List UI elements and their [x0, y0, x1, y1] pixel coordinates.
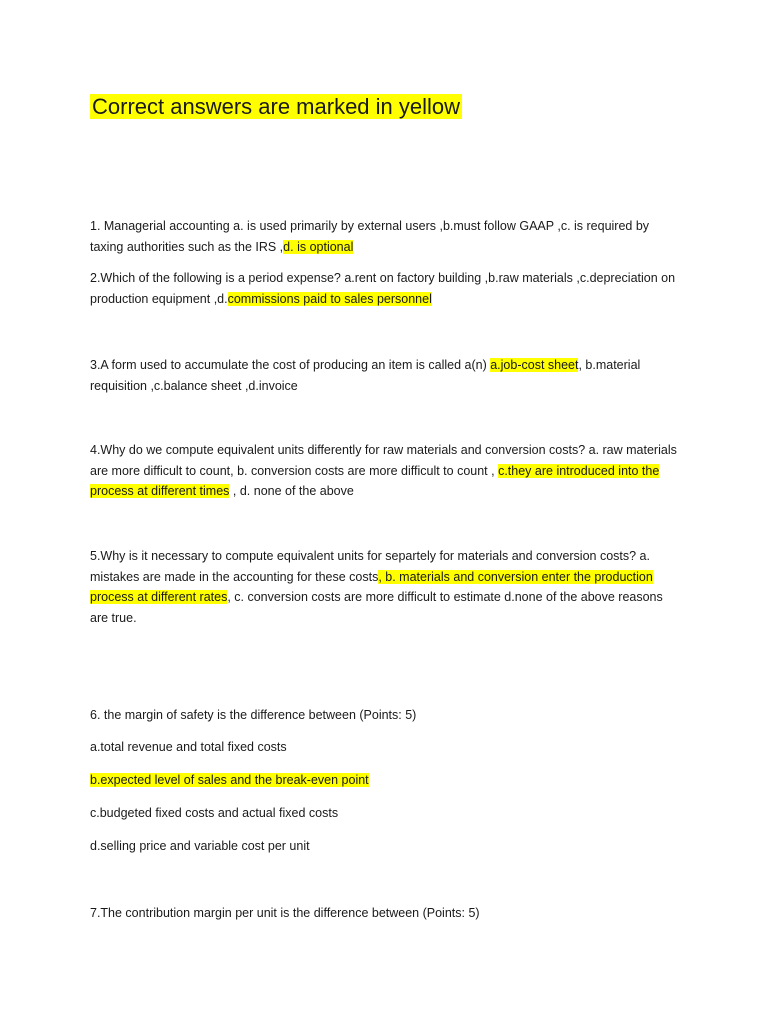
question-3-text: 3.A form used to accumulate the cost of producing an item is called a(n) — [90, 358, 491, 372]
question-6 — [90, 705, 680, 726]
question-7 — [90, 903, 680, 924]
question-6-option-c — [90, 803, 680, 824]
question-2-text: 2.Which of the following is a period expense? a.rent on factory building ,b.raw materials ,c.depreciation on production equipment ,d. — [90, 271, 676, 306]
question-1-answer: d. is optional — [283, 239, 354, 254]
question-6-option-d — [90, 836, 680, 857]
question-5 — [90, 546, 680, 628]
option-a-text: a.total revenue and total fixed costs — [90, 740, 287, 754]
question-5-answer: , b. materials and conversion enter the production process at different rates — [90, 569, 653, 604]
page-title — [90, 92, 462, 122]
question-6-option-b — [90, 770, 680, 791]
question-2 — [90, 268, 680, 309]
option-d-text: d.selling price and variable cost per unit — [90, 839, 310, 853]
question-6-text: 6. the margin of safety is the difference between (Points: 5) — [90, 708, 417, 722]
question-6-option-a — [90, 737, 680, 758]
question-2-answer: commissions paid to sales personnel — [227, 291, 432, 306]
title-highlight: Correct answers are marked in yellow — [92, 94, 461, 119]
question-4 — [90, 440, 680, 502]
option-b-answer: b.expected level of sales and the break-even point — [90, 773, 369, 787]
question-5-rest: , c. conversion costs are more difficult to estimate d.none of the above reasons are true. — [90, 590, 663, 625]
question-7-text: 7.The contribution margin per unit is the difference between (Points: 5) — [90, 906, 480, 920]
question-4-text: 4.Why do we compute equivalent units differently for raw materials and conversion costs? a. raw materials are more difficult to count, b. conversion costs are more difficult to count , — [90, 443, 677, 478]
question-1 — [90, 216, 680, 257]
question-4-rest: , d. none of the above — [229, 484, 354, 498]
question-3-answer: a.job-cost sheet — [490, 358, 579, 372]
question-3 — [90, 355, 680, 396]
question-4-answer: c.they are introduced into the process at different times — [90, 463, 660, 498]
question-5-text: 5.Why is it necessary to compute equivalent units for separtely for materials and conversion costs? a. mistakes are made in the accounting for these costs — [90, 549, 650, 584]
question-3-rest: , b.material requisition ,c.balance sheet ,d.invoice — [90, 358, 641, 393]
question-1-text: 1. Managerial accounting a. is used primarily by external users ,b.must follow GAAP ,c. is required by taxing authorities such as the IRS , — [90, 219, 650, 254]
option-c-text: c.budgeted fixed costs and actual fixed costs — [90, 806, 339, 820]
